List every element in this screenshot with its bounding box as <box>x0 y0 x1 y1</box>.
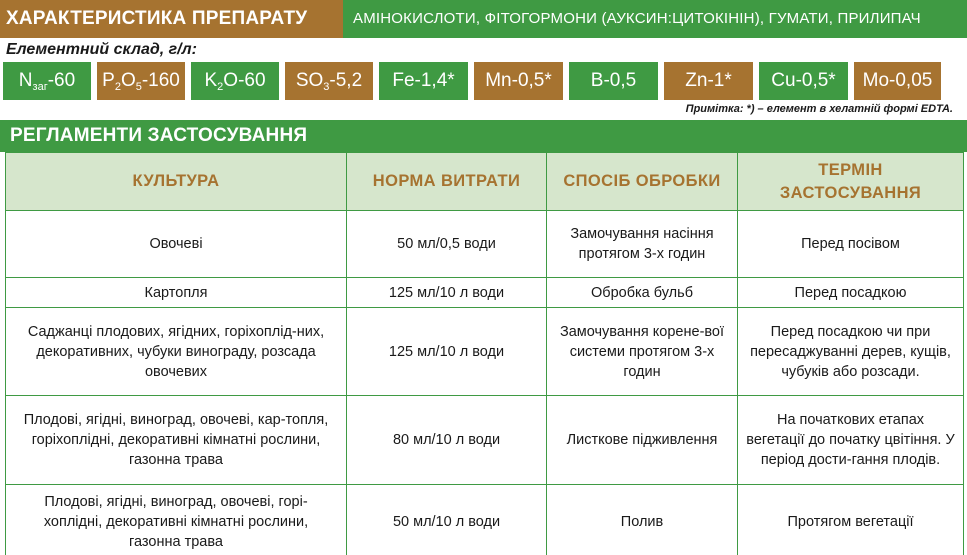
column-header-timing: ТЕРМІН ЗАСТОСУВАННЯ <box>738 153 964 211</box>
product-description: АМІНОКИСЛОТИ, ФІТОГОРМОНИ (АУКСИН:ЦИТОКІНІН), ГУМАТИ, ПРИЛИПАЧ <box>343 0 967 38</box>
cell-method: Обробка бульб <box>547 278 738 308</box>
table-row <box>6 308 964 396</box>
element-badge-fe: Fe-1,4* <box>379 62 468 100</box>
cell-timing: На початкових етапах вегетації до початку цвітіння. У період дости-гання плодів. <box>738 396 964 485</box>
element-badge-mo: Mo-0,05 <box>854 62 941 100</box>
table-header-row <box>6 153 964 211</box>
cell-timing: Протягом вегетації <box>738 485 964 555</box>
table-row <box>6 485 964 555</box>
column-header-culture: КУЛЬТУРА <box>6 153 347 211</box>
cell-rate: 125 мл/10 л води <box>347 308 547 396</box>
cell-timing: Перед посадкою чи при пересаджуванні дерев, кущів, чубуків або розсади. <box>738 308 964 396</box>
chelate-note: Примітка: *) – елемент в хелатній формі EDTA. <box>685 103 953 115</box>
column-header-rate: НОРМА ВИТРАТИ <box>347 153 547 211</box>
elements-row <box>3 62 965 100</box>
element-badge-cu: Cu-0,5* <box>759 62 848 100</box>
table-row <box>6 278 964 308</box>
table-row <box>6 396 964 485</box>
cell-method: Листкове підживлення <box>547 396 738 485</box>
table-row <box>6 211 964 278</box>
cell-timing: Перед посівом <box>738 211 964 278</box>
cell-rate: 50 мл/10 л води <box>347 485 547 555</box>
cell-culture: Саджанці плодових, ягідних, горіхоплід-них, декоративних, чубуки винограду, розсада овочевих <box>6 308 347 396</box>
cell-rate: 50 мл/0,5 води <box>347 211 547 278</box>
cell-culture: Плодові, ягідні, виноград, овочеві, горі-хоплідні, декоративні кімнатні рослини, газонна трава <box>6 485 347 555</box>
element-badge-b: B-0,5 <box>569 62 658 100</box>
element-badge-n: $N_{заг}-60$ <box>3 62 91 100</box>
cell-culture: Овочеві <box>6 211 347 278</box>
composition-label: Елементний склад, г/л: <box>6 41 197 58</box>
column-header-method: СПОСІБ ОБРОБКИ <box>547 153 738 211</box>
element-badge-p2o5: $P_2O_5-160$ <box>97 62 185 100</box>
cell-culture: Картопля <box>6 278 347 308</box>
element-badge-k2o: $K_2O-60$ <box>191 62 279 100</box>
cell-rate: 80 мл/10 л води <box>347 396 547 485</box>
regulations-table <box>5 152 964 555</box>
element-badge-zn: Zn-1* <box>664 62 753 100</box>
element-badge-so3: $SO_3-5,2$ <box>285 62 373 100</box>
cell-method: Замочування насіння протягом 3-х годин <box>547 211 738 278</box>
element-badge-mn: Mn-0,5* <box>474 62 563 100</box>
header-bar <box>0 0 967 38</box>
cell-method: Замочування корене-вої системи протягом 3-х годин <box>547 308 738 396</box>
product-characteristics-title: ХАРАКТЕРИСТИКА ПРЕПАРАТУ <box>0 0 343 38</box>
cell-rate: 125 мл/10 л води <box>347 278 547 308</box>
cell-culture: Плодові, ягідні, виноград, овочеві, кар-топля, горіхоплідні, декоративні кімнатні рослини, газонна трава <box>6 396 347 485</box>
cell-timing: Перед посадкою <box>738 278 964 308</box>
cell-method: Полив <box>547 485 738 555</box>
regulations-title: РЕГЛАМЕНТИ ЗАСТОСУВАННЯ <box>0 120 967 152</box>
